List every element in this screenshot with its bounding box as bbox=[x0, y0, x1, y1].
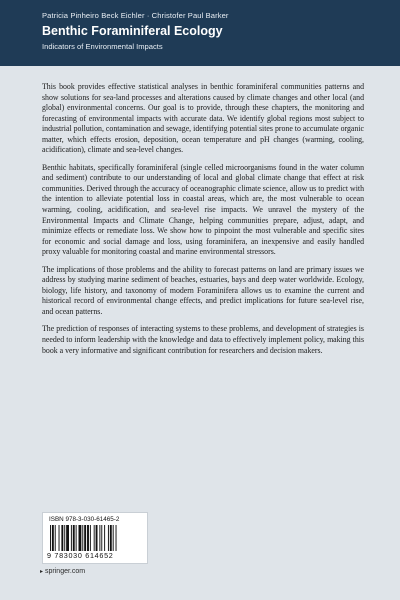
blurb-paragraph: The prediction of responses of interacting systems to these problems, and development of strategies is needed to inform leadership with the knowledge and data to effectively implement policy, making this book a very informative and significant contribution for researchers and decision makers. bbox=[42, 324, 364, 355]
barcode-bar bbox=[61, 525, 63, 551]
book-subtitle: Indicators of Environmental Impacts bbox=[42, 42, 163, 51]
barcode-bar bbox=[110, 525, 112, 551]
barcode-bar bbox=[90, 525, 91, 551]
barcode-bar bbox=[59, 525, 60, 551]
barcode-bar bbox=[104, 525, 105, 551]
barcode-bar bbox=[76, 525, 77, 551]
barcode-bar bbox=[96, 525, 98, 551]
springer-link-text: springer.com bbox=[45, 568, 86, 575]
barcode-bar bbox=[113, 525, 114, 551]
barcode-bar bbox=[52, 525, 54, 551]
barcode-bar bbox=[64, 525, 65, 551]
blurb-paragraph: Benthic habitats, specifically foraminiferal (single celled microorganisms found in the water column and sediment) contribute to our understanding of local and global climate change that effect at risk communities. Derived through the accuracy of oceanographic climate science, allow us to predict with the intention to alleviate potential loss in coastal areas, which are, the most vulnerable to ocean warming, cooling, acidification, and sea-level rise impacts. We unravel the mystery of the Environmental Impacts and Climate Change, helping communities prepare, adjust, adapt, and minimize effects or remediate loss. We show how to pinpoint the most vulnerable and specific sites for economic and social damage and loss, using foraminifera, an inexpensive and easily handled proxy valuable for monitoring coastal and marine environmental stressors. bbox=[42, 162, 364, 257]
triangle-right-icon: ▸ bbox=[40, 569, 44, 575]
barcode-bar bbox=[82, 525, 83, 551]
barcode-bar bbox=[79, 525, 82, 551]
blurb-paragraph: This book provides effective statistical analyses in benthic foraminiferal communities patterns and show solutions for sea-land processes and alterations caused by climate changes and other local (and global) environmental concerns. Our goal is to provide, through these chapters, the monitoring and forecasting of environmental impacts with accurate data. We identify global regions most subject to industrial pollution, contamination and sewage, identifying potential sites prone to accumulate organic matter, which effects erosion, deposition, ocean temperature and pH changes (warming, cooling, acidification), climate and sea-level changes. bbox=[42, 82, 364, 155]
barcode-bar bbox=[55, 525, 56, 551]
barcode-bar bbox=[66, 525, 69, 551]
barcode-digits: 9 783030 614652 bbox=[47, 551, 114, 560]
barcode-bar bbox=[116, 525, 117, 551]
barcode-bar bbox=[87, 525, 89, 551]
book-title: Benthic Foraminiferal Ecology bbox=[42, 24, 223, 38]
springer-link[interactable] bbox=[40, 568, 85, 575]
barcode-bar bbox=[108, 525, 109, 551]
barcode-bar bbox=[101, 525, 102, 551]
barcode-box bbox=[42, 512, 148, 564]
authors: Patricia Pinheiro Beck Eichler · Christofer Paul Barker bbox=[42, 11, 229, 20]
barcode-bar bbox=[84, 525, 86, 551]
blurb bbox=[42, 82, 364, 363]
isbn-label: ISBN 978-3-030-61465-2 bbox=[49, 516, 120, 523]
barcode-bar bbox=[99, 525, 100, 551]
header-band bbox=[0, 0, 400, 66]
barcode-bar bbox=[73, 525, 75, 551]
barcode-bar bbox=[50, 525, 51, 551]
barcode-bar bbox=[94, 525, 95, 551]
blurb-paragraph: The implications of those problems and the ability to forecast patterns on land are primary issues we address by studying marine sediment of beaches, estuaries, bays and deep water worldwide. Ecology, biology, life history, and taxonomy of modern Foraminifera allows us to examine the current and historical record of environmental change effects, and predict implications for future sea-level rise, and ocean patterns. bbox=[42, 264, 364, 316]
barcode-bar bbox=[71, 525, 72, 551]
barcode-image bbox=[49, 525, 141, 551]
